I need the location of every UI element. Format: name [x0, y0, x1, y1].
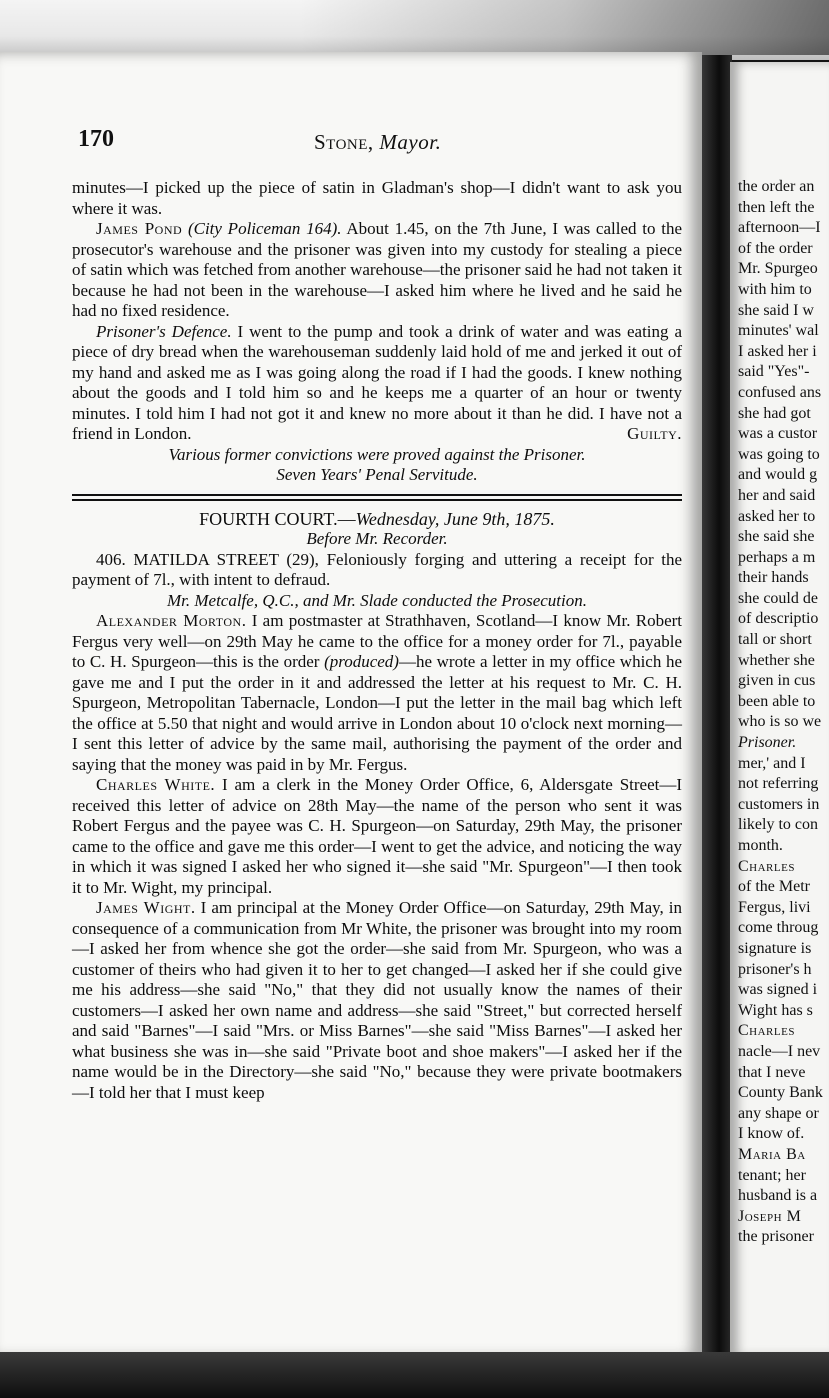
case-age: (29), [286, 549, 319, 569]
right-line: she could de [738, 589, 818, 607]
witness-testimony: I am principal at the Money Order Office—on Saturday, 29th May, in consequence of a communication from Mr White, the prisoner was brought into my room—I asked her from whence she got the order—she said from Mr. Spurgeon, who was a customer of theirs who had given it to her to get changed—I asked her if she could give me his address—she said "No," that they did not usually know the names of their customers—I asked her own name and address—she said "Street," but corrected herself and said "Barnes"—I said "Mrs. or Miss Barnes"—she said "Miss Barnes"—I asked her what business she was in—she said "Private boot and shoe makers"—I asked her if the name would be in the Directory—she said "No," because they were private bootmakers—I told her that I must keep [72, 898, 682, 1102]
right-line: asked her to [738, 507, 816, 525]
right-line: she said she [738, 528, 815, 546]
convictions-note: Various former convictions were proved against the Prisoner. [168, 444, 586, 464]
right-page-text [738, 177, 829, 1248]
right-line: customers in [738, 795, 820, 813]
witness-testimony: About 1.45, on the 7th June, I was called to the prosecutor's warehouse and the prisoner was given into my custody for stealing a piece of satin which was fetched from another warehouse—the prisoner said he had not taken it because he had not been in the warehouse—I asked him where he lived and he said he had no fixed residence. [72, 219, 683, 320]
verdict: Guilty. [627, 424, 682, 443]
witness-name: Charles White. [96, 775, 216, 794]
before-judge: Before Mr. Recorder. [306, 529, 448, 548]
right-line: who is so we [738, 713, 822, 731]
scan-bottom-margin [0, 1352, 829, 1398]
right-line: of descriptio [738, 610, 819, 628]
right-line: minutes' wal [738, 322, 819, 340]
witness-name: Alexander Morton. [96, 611, 247, 630]
right-line: their hands [738, 569, 809, 587]
paragraph-james-pond [72, 219, 682, 322]
page-header [78, 126, 678, 166]
right-line: and would g [738, 466, 818, 484]
right-line: afternoon—I [738, 219, 821, 237]
running-head-name: Stone, [314, 130, 374, 154]
right-line: Fergus, livi [738, 898, 811, 916]
right-line: Charles [738, 1022, 795, 1040]
right-line: County Bank [738, 1084, 823, 1102]
paragraph-alexander-morton [72, 611, 682, 775]
right-line: Maria Ba [738, 1145, 806, 1163]
right-line: the order an [738, 178, 815, 195]
prosecution-note: Mr. Metcalfe, Q.C., and Mr. Slade conducted the Prosecution. [166, 590, 588, 610]
court-title: FOURTH COURT.— [199, 508, 356, 529]
witness-testimony: I am postmaster at Strathhaven, Scotland—I know Mr. Robert Fergus very well—on 29th May he came to the office for a money order for 7l., payable to C. H. Spurgeon—this is the order [72, 611, 682, 671]
book-gutter [700, 55, 732, 1355]
right-line: been able to [738, 692, 816, 710]
right-line: the prisoner [738, 1228, 814, 1246]
right-line: signature is [738, 939, 812, 957]
right-line: month. [738, 837, 783, 854]
right-line: she had got [738, 404, 811, 422]
right-page [730, 62, 829, 1356]
right-line: then left the [738, 198, 815, 216]
witness-name: James Pond [96, 219, 183, 238]
paragraph: minutes—I picked up the piece of satin in Gladman's shop—I didn't want to ask you where it was. [72, 178, 682, 218]
right-line: nacle—I nev [738, 1042, 821, 1060]
running-head [314, 130, 441, 155]
witness-name: James Wight. [96, 898, 196, 917]
right-line: mer,' and I [738, 754, 806, 772]
page-number: 170 [78, 126, 114, 152]
right-line: was signed i [738, 981, 818, 999]
paragraph-prisoner-defence [72, 322, 682, 445]
right-line: said "Yes"- [738, 363, 810, 381]
right-line: was a custor [738, 425, 818, 443]
witness-role: (City Policeman 164). [187, 219, 342, 238]
witness-testimony: I am a clerk in the Money Order Office, 6, Aldersgate Street—I received this letter of advice on 28th May—the name of the person who sent it was Robert Fergus and the payee was C. H. Spurgeon—on Saturday, 29th May, the prisoner came to the office and gave me this order—I went to get the advice, and noticing the way in which it was signed I asked her who signed it—she said "Mr. Spurgeon"—I then took it to Mr. Wight, my principal. [72, 775, 683, 897]
witness-testimony-continued: —he wrote a letter in my office which he gave me and I put the order in it and addressed the letter at his request to Mr. C. H. Spurgeon, Metropolitan Tabernacle, London—I put the letter in the mail bag which left the office at 5.50 that night and would arrive in London about 10 o'clock next morning—I sent this letter of advice by the same mail, authorising the payment of the order and saying that the money was paid in by Mr. Fergus. [72, 652, 682, 774]
section-divider [72, 494, 682, 501]
right-line: come throug [738, 919, 819, 937]
running-head-title: Mayor. [379, 130, 442, 154]
sentence: Seven Years' Penal Servitude. [276, 465, 478, 484]
right-line: Prisoner. [738, 734, 797, 752]
right-line: of the order [738, 239, 813, 257]
right-line: Wight has s [738, 1001, 813, 1019]
right-line: she said I w [738, 301, 814, 319]
right-line: of the Metr [738, 878, 810, 896]
right-line: perhaps a m [738, 548, 816, 566]
right-line: I asked her i [738, 342, 817, 360]
right-line: prisoner's h [738, 960, 812, 978]
produced-note: (produced) [324, 652, 399, 671]
case-name: MATILDA STREET [133, 549, 279, 569]
paragraph-charles-white [72, 775, 682, 898]
right-line: tenant; her [738, 1166, 806, 1184]
right-line: any shape or [738, 1104, 819, 1122]
right-line: likely to con [738, 816, 818, 834]
right-line: tall or short [738, 631, 812, 649]
right-line: Joseph M [738, 1207, 802, 1225]
right-line: Mr. Spurgeo [738, 260, 818, 278]
right-line: Charles [738, 857, 795, 875]
scan-top-margin [0, 0, 829, 60]
right-line: husband is a [738, 1187, 818, 1205]
case-heading [72, 550, 682, 591]
case-number: 406. [96, 549, 126, 569]
right-line: I know of. [738, 1125, 805, 1143]
right-line: given in cus [738, 672, 816, 690]
right-line: her and said [738, 486, 816, 504]
right-line: was going to [738, 445, 820, 463]
defence-text: I went to the pump and took a drink of water and was eating a piece of dry bread when the warehouseman suddenly laid hold of me and jerked it out of my hand and asked me as I was going along the road if I had the goods. I knew nothing about the goods and I told him so and he keeps me a quarter of an hour or twenty minutes. I told him I had not got it and knew no more about it than he did. I have not a friend in London. [72, 321, 682, 443]
paragraph-james-wight [72, 898, 682, 1103]
right-line: not referring [738, 775, 819, 793]
court-date: Wednesday, June 9th, 1875. [355, 508, 555, 529]
case-charge: Feloniously forging and uttering a receipt for the payment of 7l., with intent to defraud. [72, 549, 683, 589]
main-text-column [72, 178, 682, 1103]
right-line: with him to [738, 280, 812, 298]
right-line: confused ans [738, 383, 822, 401]
right-line: whether she [738, 651, 815, 669]
right-line: that I neve [738, 1063, 806, 1081]
defence-label: Prisoner's Defence. [96, 321, 232, 341]
court-heading [72, 509, 682, 530]
